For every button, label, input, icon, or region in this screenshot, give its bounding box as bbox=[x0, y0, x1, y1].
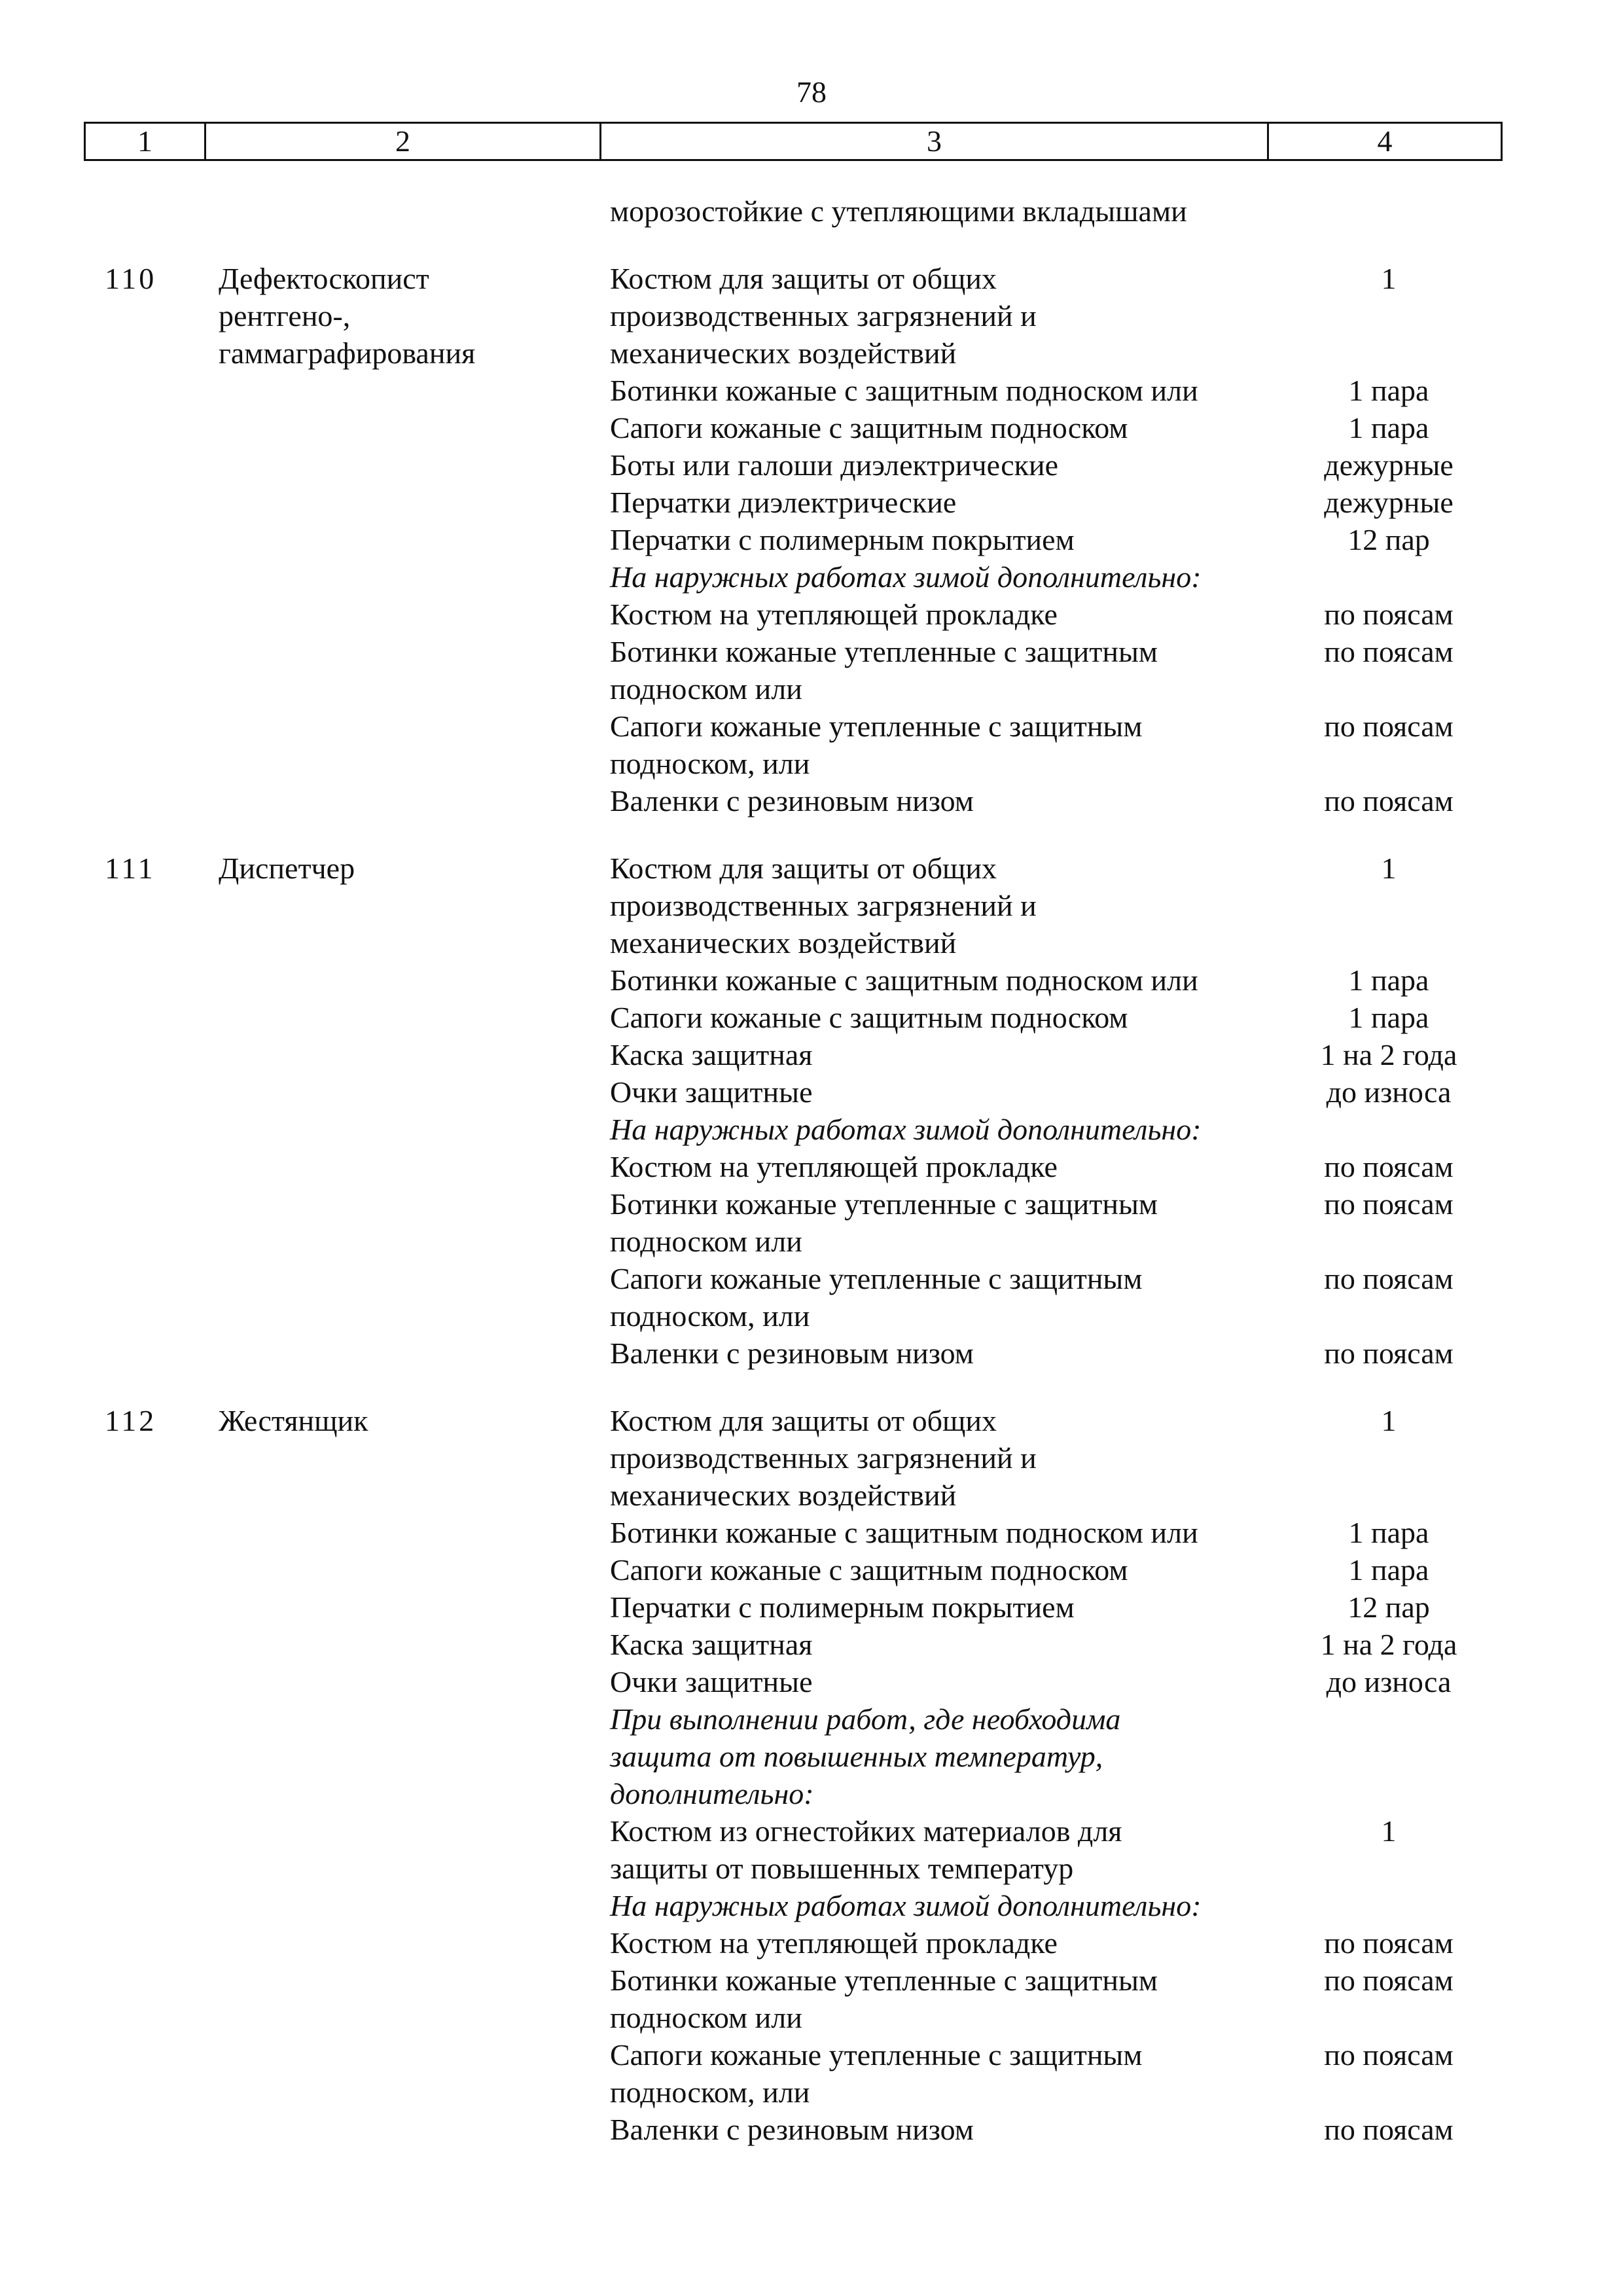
ppe-item-norm: 12 пар bbox=[1347, 523, 1430, 556]
ppe-item-norm: до износа bbox=[1326, 1665, 1452, 1698]
column-header-1: 1 bbox=[86, 124, 206, 159]
ppe-item-norm: до износа bbox=[1326, 1075, 1452, 1109]
ppe-item-norm: 1 пара bbox=[1348, 374, 1429, 407]
page-number: 78 bbox=[796, 75, 827, 109]
ppe-item-norm: дежурные bbox=[1324, 486, 1454, 519]
ppe-item-name: Сапоги кожаные утепленные с защитным подноском, или bbox=[610, 2038, 1143, 2109]
ppe-item-norm: 1 пара bbox=[1348, 1001, 1429, 1034]
ppe-item-norm: дежурные bbox=[1324, 448, 1454, 482]
list-item bbox=[610, 999, 1500, 1036]
list-item bbox=[610, 446, 1500, 484]
ppe-item-name: Перчатки с полимерным покрытием bbox=[610, 523, 1075, 556]
profession-name: Жестянщик bbox=[219, 1404, 368, 1437]
list-item bbox=[610, 850, 1500, 961]
condition-text: При выполнении работ, где необходима защита от повышенных температур, дополнительно: bbox=[610, 1702, 1121, 1810]
ppe-item-name: Костюм на утепляющей прокладке bbox=[610, 1926, 1058, 1960]
ppe-item-norm bbox=[1291, 1111, 1487, 1148]
ppe-item-name: Валенки с резиновым низом bbox=[610, 1336, 974, 1370]
ppe-item-norm: 1 bbox=[1381, 1814, 1397, 1848]
ppe-item-name: Костюм для защиты от общих производственных загрязнений и механических воздействий bbox=[610, 262, 1037, 370]
list-item bbox=[610, 708, 1500, 782]
ppe-item-norm: по поясам bbox=[1324, 1336, 1454, 1370]
list-item bbox=[610, 2036, 1500, 2111]
column-header-table bbox=[84, 122, 1503, 161]
ppe-item-name: Каска защитная bbox=[610, 1038, 813, 1071]
continuation-entry bbox=[0, 192, 1623, 230]
ppe-item-norm: 1 на 2 года bbox=[1320, 1038, 1457, 1071]
list-item bbox=[610, 260, 1500, 372]
list-item bbox=[610, 1663, 1500, 1700]
ppe-item-name: Боты или галоши диэлектрические bbox=[610, 448, 1059, 482]
entry-number: 110 bbox=[105, 262, 157, 295]
ppe-item-name: Валенки с резиновым низом bbox=[610, 2113, 974, 2146]
list-item bbox=[610, 1185, 1500, 1260]
ppe-item-norm: по поясам bbox=[1324, 2038, 1454, 2072]
ppe-item-name: Сапоги кожаные с защитным подноском bbox=[610, 411, 1128, 444]
ppe-item-name: Ботинки кожаные утепленные с защитным подноском или bbox=[610, 1187, 1158, 1258]
ppe-item-norm: по поясам bbox=[1324, 1926, 1454, 1960]
table-row bbox=[0, 1402, 1623, 2148]
list-item bbox=[610, 1073, 1500, 1111]
ppe-item-name: Очки защитные bbox=[610, 1075, 813, 1109]
list-item bbox=[610, 1962, 1500, 2036]
ppe-item-norm: 1 пара bbox=[1348, 1553, 1429, 1587]
ppe-item-norm: по поясам bbox=[1324, 2113, 1454, 2146]
ppe-item-name: Перчатки диэлектрические bbox=[610, 486, 957, 519]
column-header-4: 4 bbox=[1377, 124, 1393, 158]
ppe-item-name: Ботинки кожаные утепленные с защитным подноском или bbox=[610, 635, 1158, 706]
ppe-item-norm: по поясам bbox=[1324, 709, 1454, 743]
ppe-item-name: Сапоги кожаные утепленные с защитным подноском, или bbox=[610, 1262, 1143, 1333]
ppe-item-name: Очки защитные bbox=[610, 1665, 813, 1698]
ppe-item-name: Костюм на утепляющей прокладке bbox=[610, 1150, 1058, 1183]
ppe-item-norm: 1 пара bbox=[1348, 1516, 1429, 1549]
ppe-item-norm: 1 на 2 года bbox=[1320, 1628, 1457, 1661]
condition-note bbox=[610, 1887, 1500, 1924]
ppe-item-name: Сапоги кожаные с защитным подноском bbox=[610, 1553, 1128, 1587]
table-row bbox=[0, 260, 1623, 819]
ppe-item-norm: 1 bbox=[1381, 1404, 1397, 1437]
ppe-item-name: Каска защитная bbox=[610, 1628, 813, 1661]
condition-text: На наружных работах зимой дополнительно: bbox=[610, 1889, 1202, 1922]
ppe-item-norm: по поясам bbox=[1324, 635, 1454, 668]
column-header-2: 2 bbox=[206, 124, 601, 159]
ppe-item-norm: 1 пара bbox=[1348, 963, 1429, 997]
entries-list bbox=[0, 192, 1623, 2148]
profession-name: Дефектоскопист рентгено-, гаммаграфирования bbox=[219, 262, 476, 370]
condition-note bbox=[610, 558, 1500, 596]
ppe-item-norm: по поясам bbox=[1324, 1150, 1454, 1183]
ppe-item-norm: 1 пара bbox=[1348, 411, 1429, 444]
ppe-item-norm: 12 пар bbox=[1347, 1590, 1430, 1624]
list-item bbox=[610, 2111, 1500, 2148]
table-row bbox=[0, 850, 1623, 1372]
column-header-3: 3 bbox=[601, 124, 1269, 159]
list-item bbox=[610, 1551, 1500, 1588]
list-item bbox=[610, 1812, 1500, 1887]
list-item bbox=[610, 1626, 1500, 1663]
ppe-item-name: Ботинки кожаные с защитным подноском или bbox=[610, 1516, 1198, 1549]
ppe-item-list bbox=[610, 850, 1500, 1372]
continuation-text: морозостойкие с утепляющими вкладышами bbox=[610, 194, 1187, 228]
ppe-item-name: Костюм из огнестойких материалов для защиты от повышенных температур bbox=[610, 1814, 1122, 1885]
ppe-item-list bbox=[610, 1402, 1500, 2148]
ppe-item-name: Сапоги кожаные с защитным подноском bbox=[610, 1001, 1128, 1034]
ppe-item-name: Костюм для защиты от общих производственных загрязнений и механических воздействий bbox=[610, 1404, 1037, 1512]
ppe-item-name: Костюм для защиты от общих производственных загрязнений и механических воздействий bbox=[610, 852, 1037, 960]
condition-note bbox=[610, 1111, 1500, 1148]
list-item bbox=[610, 521, 1500, 558]
ppe-item-norm bbox=[1291, 1700, 1487, 1812]
list-item bbox=[610, 782, 1500, 819]
list-item bbox=[610, 1036, 1500, 1073]
ppe-item-norm: по поясам bbox=[1324, 784, 1454, 817]
list-item bbox=[610, 1588, 1500, 1626]
ppe-item-name: Сапоги кожаные утепленные с защитным подноском, или bbox=[610, 709, 1143, 780]
entry-number: 112 bbox=[105, 1404, 157, 1437]
ppe-item-norm: по поясам bbox=[1324, 1262, 1454, 1295]
list-item bbox=[610, 372, 1500, 409]
condition-text: На наружных работах зимой дополнительно: bbox=[610, 1113, 1202, 1146]
list-item bbox=[610, 1514, 1500, 1551]
ppe-item-name: Ботинки кожаные с защитным подноском или bbox=[610, 963, 1198, 997]
ppe-item-list bbox=[610, 260, 1500, 819]
ppe-item-norm: по поясам bbox=[1324, 1187, 1454, 1221]
ppe-item-norm bbox=[1291, 1887, 1487, 1924]
list-item bbox=[610, 484, 1500, 521]
list-item bbox=[610, 1335, 1500, 1372]
ppe-item-norm: по поясам bbox=[1324, 1964, 1454, 1997]
ppe-item-norm: по поясам bbox=[1324, 598, 1454, 631]
list-item bbox=[610, 633, 1500, 708]
condition-text: На наружных работах зимой дополнительно: bbox=[610, 560, 1202, 594]
list-item bbox=[610, 1402, 1500, 1514]
entry-number: 111 bbox=[105, 852, 156, 885]
ppe-item-name: Костюм на утепляющей прокладке bbox=[610, 598, 1058, 631]
list-item bbox=[610, 961, 1500, 999]
ppe-item-name: Перчатки с полимерным покрытием bbox=[610, 1590, 1075, 1624]
list-item bbox=[610, 1148, 1500, 1185]
list-item bbox=[610, 596, 1500, 633]
list-item bbox=[610, 409, 1500, 446]
list-item bbox=[610, 1924, 1500, 1962]
list-item bbox=[610, 1260, 1500, 1335]
ppe-item-name: Ботинки кожаные утепленные с защитным подноском или bbox=[610, 1964, 1158, 2034]
condition-note bbox=[610, 1700, 1500, 1812]
ppe-item-norm: 1 bbox=[1381, 852, 1397, 885]
ppe-item-norm: 1 bbox=[1381, 262, 1397, 295]
ppe-item-name: Ботинки кожаные с защитным подноском или bbox=[610, 374, 1198, 407]
profession-name: Диспетчер bbox=[219, 852, 355, 885]
ppe-item-name: Валенки с резиновым низом bbox=[610, 784, 974, 817]
ppe-item-norm bbox=[1291, 558, 1487, 596]
